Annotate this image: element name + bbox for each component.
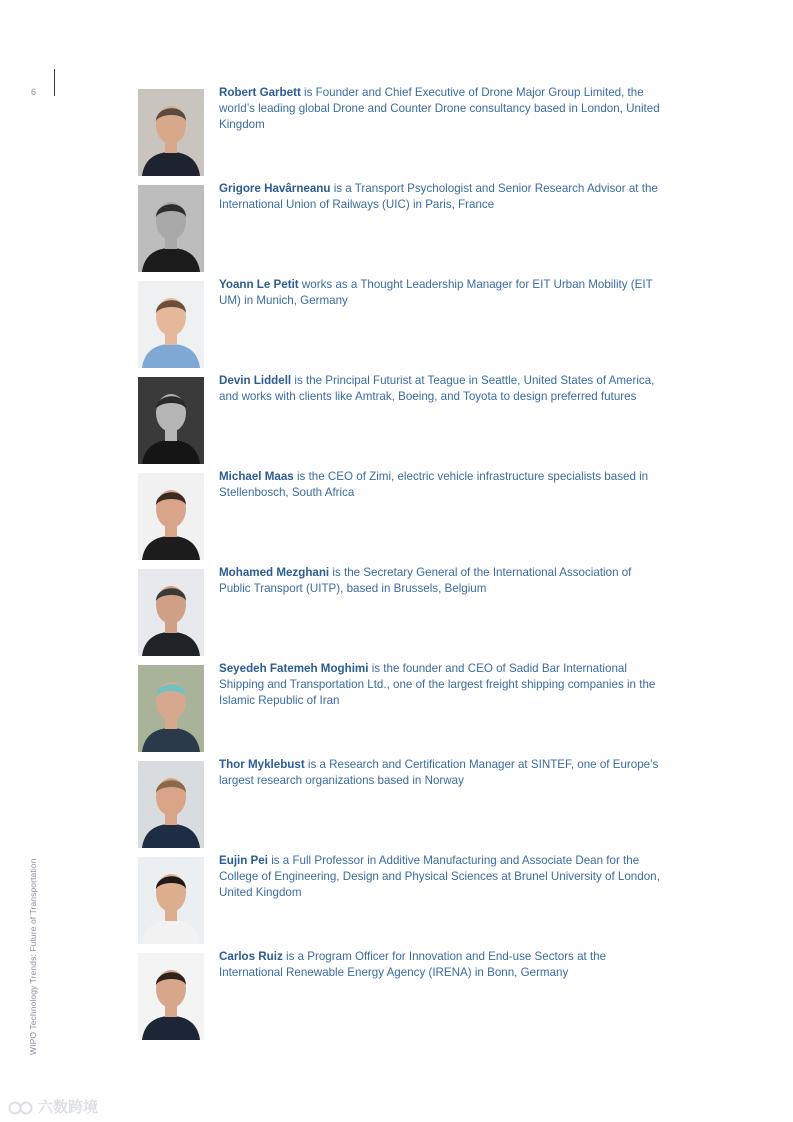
contributor-photo (138, 377, 204, 464)
portrait-image (138, 569, 204, 656)
contributor-entry (138, 950, 668, 1049)
contributor-photo (138, 665, 204, 752)
contributor-entry (138, 374, 668, 473)
contributor-name: Grigore Havârneanu (219, 182, 331, 195)
contributor-photo (138, 569, 204, 656)
contributor-bio (219, 853, 664, 901)
header-rule (54, 69, 55, 96)
contributor-entry (138, 86, 668, 185)
portrait-image (138, 761, 204, 848)
contributor-description: is the Secretary General of the International Association of Public Transport (UITP), based in Brussels, Belgium (219, 566, 632, 595)
contributor-name: Yoann Le Petit (219, 278, 299, 291)
portrait-image (138, 473, 204, 560)
contributor-photo (138, 761, 204, 848)
contributor-entry (138, 566, 668, 665)
contributor-bio (219, 85, 664, 133)
contributor-description: is the Principal Futurist at Teague in Seattle, United States of America, and works with clients like Amtrak, Boeing, and Toyota to design preferred futures (219, 374, 655, 403)
portrait-image (138, 665, 204, 752)
contributor-name: Eujin Pei (219, 854, 268, 867)
contributor-bio (219, 757, 664, 789)
contributor-description: is a Program Officer for Innovation and End-use Sectors at the International Renewable Energy Agency (IRENA) in Bonn, Germany (219, 950, 607, 979)
contributor-photo (138, 857, 204, 944)
contributor-name: Mohamed Mezghani (219, 566, 330, 579)
contributor-bio (219, 373, 664, 405)
watermark-logo-icon (8, 1099, 34, 1117)
contributor-photo (138, 281, 204, 368)
contributor-description: is a Research and Certification Manager at SINTEF, one of Europe’s largest research organizations based in Norway (219, 758, 659, 787)
contributor-entry (138, 470, 668, 569)
contributor-description: works as a Thought Leadership Manager for EIT Urban Mobility (EIT UM) in Munich, Germany (219, 278, 653, 307)
portrait-image (138, 377, 204, 464)
contributor-bio (219, 469, 664, 501)
contributor-entry (138, 278, 668, 377)
side-running-title: WIPO Technology Trends: Future of Transportation (28, 858, 38, 1055)
contributor-entry (138, 662, 668, 761)
contributor-bio (219, 277, 664, 309)
contributor-description: is the CEO of Zimi, electric vehicle infrastructure specialists based in Stellenbosch, South Africa (219, 470, 649, 499)
contributor-entry (138, 854, 668, 953)
contributor-description: is the founder and CEO of Sadid Bar International Shipping and Transportation Ltd., one of the largest freight shipping companies in the Islamic Republic of Iran (219, 662, 656, 707)
portrait-image (138, 953, 204, 1040)
contributor-name: Devin Liddell (219, 374, 292, 387)
contributor-bio (219, 181, 664, 213)
contributor-entry (138, 758, 668, 857)
watermark-text: 六数跨境 (38, 1099, 99, 1116)
contributor-photo (138, 185, 204, 272)
contributor-bio (219, 949, 664, 981)
contributor-description: is Founder and Chief Executive of Drone Major Group Limited, the world’s leading global Drone and Counter Drone consultancy based in London, United Kingdom (219, 86, 660, 131)
page-number: 6 (31, 87, 37, 97)
portrait-image (138, 857, 204, 944)
contributor-photo (138, 473, 204, 560)
watermark (8, 1096, 98, 1117)
contributor-bio (219, 565, 664, 597)
contributor-name: Thor Myklebust (219, 758, 305, 771)
contributor-name: Seyedeh Fatemeh Moghimi (219, 662, 369, 675)
contributor-bio (219, 661, 664, 709)
portrait-image (138, 185, 204, 272)
contributor-description: is a Full Professor in Additive Manufacturing and Associate Dean for the College of Engineering, Design and Physical Sciences at Brunel University of London, United Kingdom (219, 854, 660, 899)
portrait-image (138, 281, 204, 368)
contributor-photo (138, 89, 204, 176)
contributor-name: Michael Maas (219, 470, 294, 483)
contributor-name: Robert Garbett (219, 86, 301, 99)
contributor-entry (138, 182, 668, 281)
contributor-photo (138, 953, 204, 1040)
contributors-list (138, 86, 668, 1049)
contributor-name: Carlos Ruiz (219, 950, 283, 963)
portrait-image (138, 89, 204, 176)
contributor-description: is a Transport Psychologist and Senior Research Advisor at the International Union of Railways (UIC) in Paris, France (219, 182, 658, 211)
